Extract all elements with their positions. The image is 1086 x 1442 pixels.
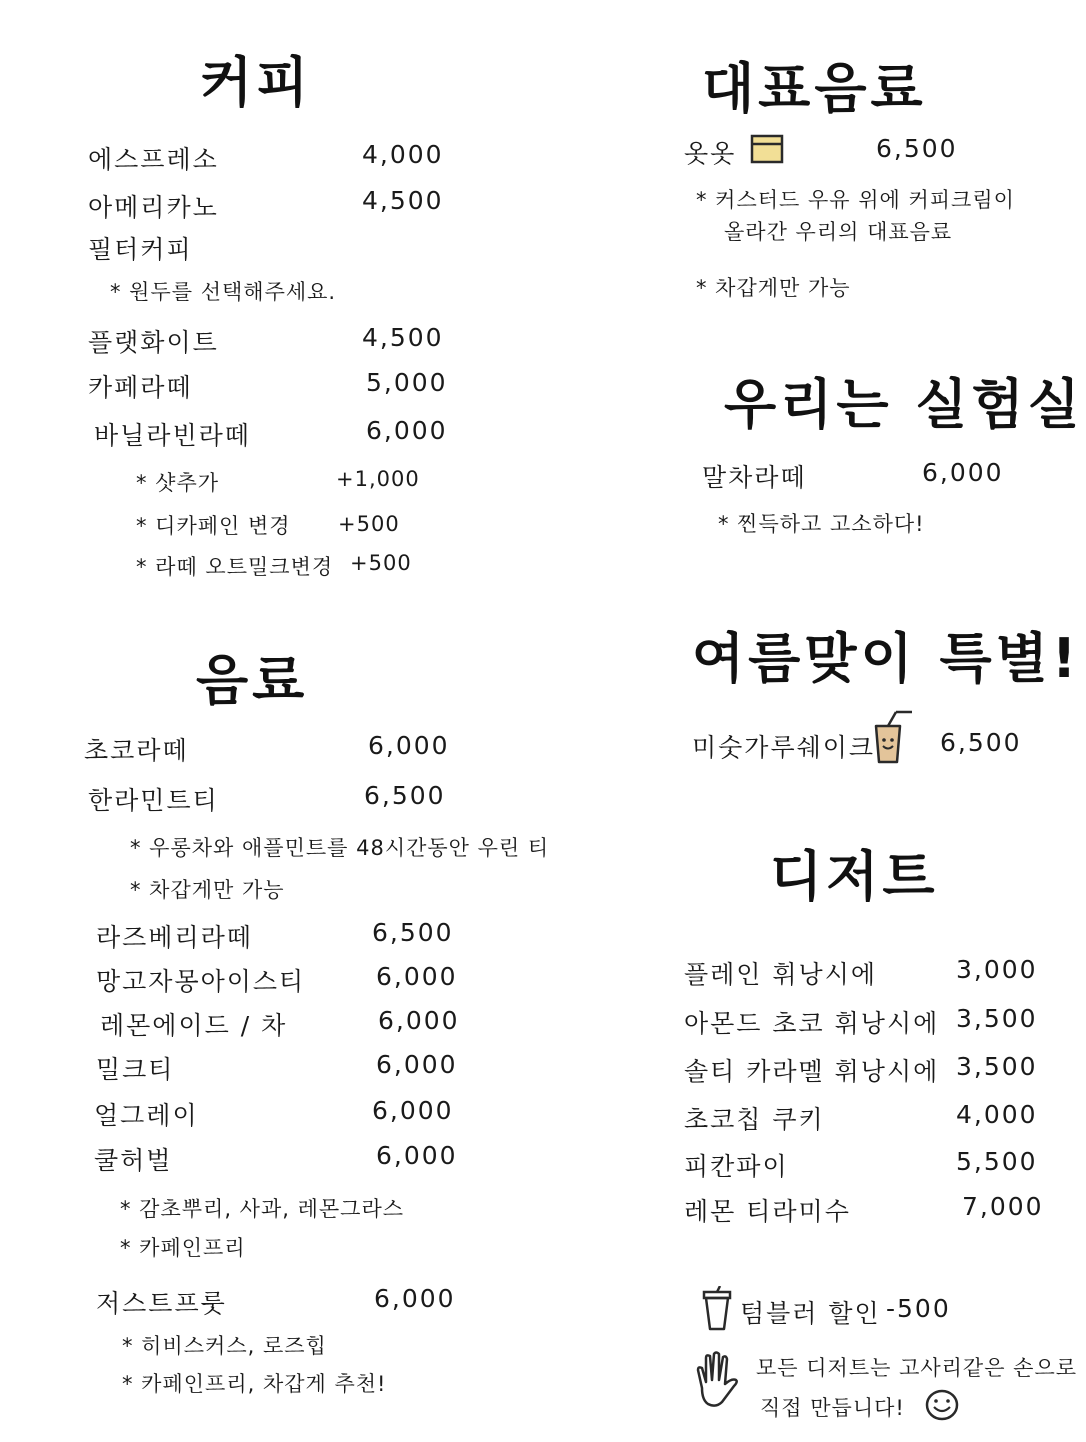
menu-item-name: 라즈베리라떼 — [96, 923, 253, 952]
menu-item-price: 6,000 — [922, 458, 1004, 487]
menu-item-price: 6,000 — [376, 1050, 458, 1079]
menu-item-price: 3,500 — [956, 1052, 1038, 1081]
menu-item-price: 6,000 — [368, 731, 450, 760]
menu-item-price: 5,500 — [956, 1147, 1038, 1176]
option-label: * 샷추가 — [136, 471, 220, 495]
menu-item-name: 레몬에이드 / 차 — [100, 1011, 288, 1040]
menu-item-name: 필터커피 — [88, 235, 193, 264]
menu-item-price: 3,500 — [956, 1004, 1038, 1033]
menu-note: * 차갑게만 가능 — [130, 878, 285, 902]
menu-item-price: 6,500 — [364, 781, 446, 810]
summer-title: 여름맞이 특별! — [692, 627, 1081, 690]
shake-cup-icon — [870, 708, 918, 770]
menu-item-name: 미숫가루쉐이크 — [692, 733, 876, 762]
menu-item-name: 아몬드 초코 휘낭시에 — [684, 1009, 940, 1038]
menu-note: * 원두를 선택해주세요. — [110, 280, 337, 304]
handmade-note: 직접 만듭니다! — [760, 1396, 905, 1420]
option-label: * 디카페인 변경 — [136, 514, 291, 538]
menu-item-price: 5,000 — [366, 368, 448, 397]
hand-icon — [692, 1348, 744, 1416]
menu-item-name: 플레인 휘낭시에 — [684, 960, 877, 989]
coffee-title: 커피 — [200, 51, 313, 114]
menu-item-name: 에스프레소 — [88, 145, 219, 174]
menu-item-price: 6,000 — [378, 1006, 460, 1035]
menu-item-name: 카페라떼 — [88, 373, 193, 402]
menu-note: * 우롱차와 애플민트를 48시간동안 우린 티 — [130, 836, 550, 860]
option-label: * 라떼 오트밀크변경 — [136, 555, 334, 579]
menu-item-name: 망고자몽아이스티 — [96, 967, 306, 996]
menu-item-name: 바닐라빈라떼 — [94, 421, 251, 450]
menu-item-name: 말차라떼 — [702, 463, 807, 492]
dessert-title: 디저트 — [770, 845, 939, 908]
menu-item-name: 옷옷 — [684, 139, 737, 168]
lab-title: 우리는 실험실 — [724, 373, 1084, 436]
menu-note: * 카페인프리 — [120, 1236, 246, 1260]
menu-item-name: 한라민트티 — [88, 786, 219, 815]
menu-item-price: 6,000 — [376, 962, 458, 991]
menu-item-price: 6,500 — [940, 728, 1022, 757]
menu-item-name: 얼그레이 — [94, 1101, 199, 1130]
option-price: +1,000 — [336, 467, 420, 491]
menu-item-price: 6,000 — [372, 1096, 454, 1125]
menu-item-price: 4,500 — [362, 323, 444, 352]
custard-cup-icon — [750, 134, 784, 168]
menu-item-name: 피칸파이 — [684, 1152, 789, 1181]
menu-note: 올라간 우리의 대표음료 — [724, 220, 953, 244]
menu-item-price: 4,500 — [362, 186, 444, 215]
menu-item-name: 플랫화이트 — [88, 328, 219, 357]
menu-item-price: 6,000 — [374, 1284, 456, 1313]
signature-title: 대표음료 — [702, 57, 927, 120]
handmade-note: 모든 디저트는 고사리같은 손으로 — [756, 1356, 1078, 1380]
menu-item-name: 초코칩 쿠키 — [684, 1105, 825, 1134]
menu-item-name: 솔티 카라멜 휘낭시에 — [684, 1057, 940, 1086]
option-price: +500 — [338, 512, 400, 536]
smiley-icon — [924, 1388, 960, 1426]
menu-item-price: 6,000 — [376, 1141, 458, 1170]
menu-item-price: 4,000 — [956, 1100, 1038, 1129]
menu-item-name: 쿨허벌 — [94, 1146, 173, 1175]
menu-note: * 히비스커스, 로즈힙 — [122, 1334, 327, 1358]
menu-note: * 감초뿌리, 사과, 레몬그라스 — [120, 1197, 405, 1221]
option-price: +500 — [350, 551, 412, 575]
menu-note: * 찐득하고 고소하다! — [718, 512, 925, 536]
menu-note: * 카페인프리, 차갑게 추천! — [122, 1372, 387, 1396]
tumbler-icon — [700, 1286, 734, 1336]
menu-note: * 차갑게만 가능 — [696, 276, 851, 300]
menu-item-price: 3,000 — [956, 955, 1038, 984]
tumbler-discount: -500 — [886, 1294, 951, 1323]
menu-item-name: 저스트프룻 — [96, 1289, 227, 1318]
menu-item-name: 아메리카노 — [88, 193, 219, 222]
menu-item-price: 7,000 — [962, 1192, 1044, 1221]
menu-item-name: 레몬 티라미수 — [684, 1197, 851, 1226]
menu-item-price: 6,500 — [876, 134, 958, 163]
drinks-title: 음료 — [196, 649, 309, 712]
menu-item-name: 초코라떼 — [84, 736, 189, 765]
tumbler-label: 텀블러 할인 — [740, 1299, 881, 1328]
menu-item-price: 6,500 — [372, 918, 454, 947]
menu-item-price: 6,000 — [366, 416, 448, 445]
menu-note: * 커스터드 우유 위에 커피크림이 — [696, 188, 1015, 212]
menu-item-name: 밀크티 — [96, 1055, 175, 1084]
menu-item-price: 4,000 — [362, 140, 444, 169]
